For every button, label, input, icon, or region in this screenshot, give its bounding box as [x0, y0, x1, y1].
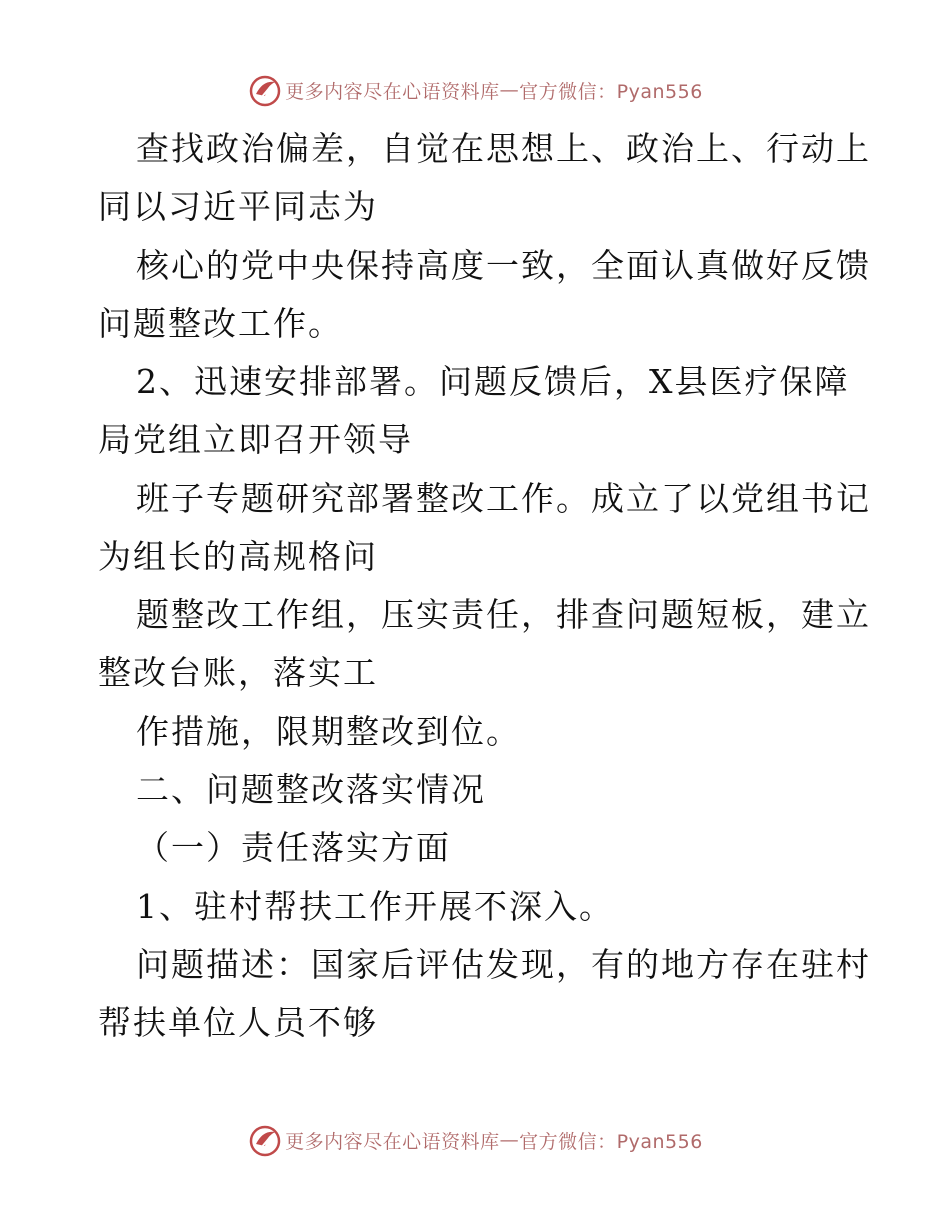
section-heading: [98, 761, 858, 819]
paragraph: [98, 353, 858, 469]
paragraph-line: 整改台账，落实工: [98, 653, 378, 692]
paragraph-line: 2、迅速安排部署。问题反馈后，X县医疗保障: [136, 362, 850, 401]
watermark-banner-top: [0, 70, 950, 110]
brush-seal-icon: [247, 1122, 283, 1158]
subsection-heading: [98, 819, 858, 877]
watermark-wechat-text: 官方微信：Pyan556: [519, 80, 703, 103]
paragraph-line: 问题描述：国家后评估发现，有的地方存在驻村: [136, 945, 871, 984]
paragraph-line: 局党组立即召开领导: [98, 420, 413, 459]
paragraph-line: 作措施，限期整改到位。: [136, 712, 521, 751]
paragraph: [98, 936, 871, 1052]
watermark-main-text: 更多内容尽在心语资料库: [285, 80, 500, 103]
paragraph-line: 题整改工作组，压实责任，排查问题短板，建立: [136, 595, 871, 634]
paragraph: [98, 878, 858, 936]
watermark-wechat-text: 官方微信：Pyan556: [519, 1130, 703, 1153]
watermark-dash: —: [499, 79, 520, 101]
paragraph-line: 问题整改工作。: [98, 304, 343, 343]
paragraph: [98, 120, 871, 236]
watermark-dash: —: [499, 1129, 520, 1151]
paragraph-line: 帮扶单位人员不够: [98, 1003, 378, 1042]
watermark-main-text: 更多内容尽在心语资料库: [285, 1130, 500, 1153]
paragraph-line: 查找政治偏差，自觉在思想上、政治上、行动上: [136, 129, 871, 168]
paragraph-line: 二、问题整改落实情况: [136, 770, 486, 809]
paragraph: [98, 703, 858, 761]
paragraph-line: 为组长的高规格问: [98, 537, 378, 576]
paragraph-line: 班子专题研究部署整改工作。成立了以党组书记: [136, 479, 871, 518]
paragraph-line: （一）责任落实方面: [136, 828, 451, 867]
paragraph: [98, 586, 871, 702]
paragraph: [98, 237, 871, 353]
paragraph-line: 核心的党中央保持高度一致，全面认真做好反馈: [136, 246, 871, 285]
paragraph: [98, 470, 871, 586]
paragraph-line: 1、驻村帮扶工作开展不深入。: [136, 887, 614, 926]
watermark-banner-bottom: [0, 1120, 950, 1160]
brush-seal-icon: [247, 72, 283, 108]
paragraph-line: 同以习近平同志为: [98, 187, 378, 226]
